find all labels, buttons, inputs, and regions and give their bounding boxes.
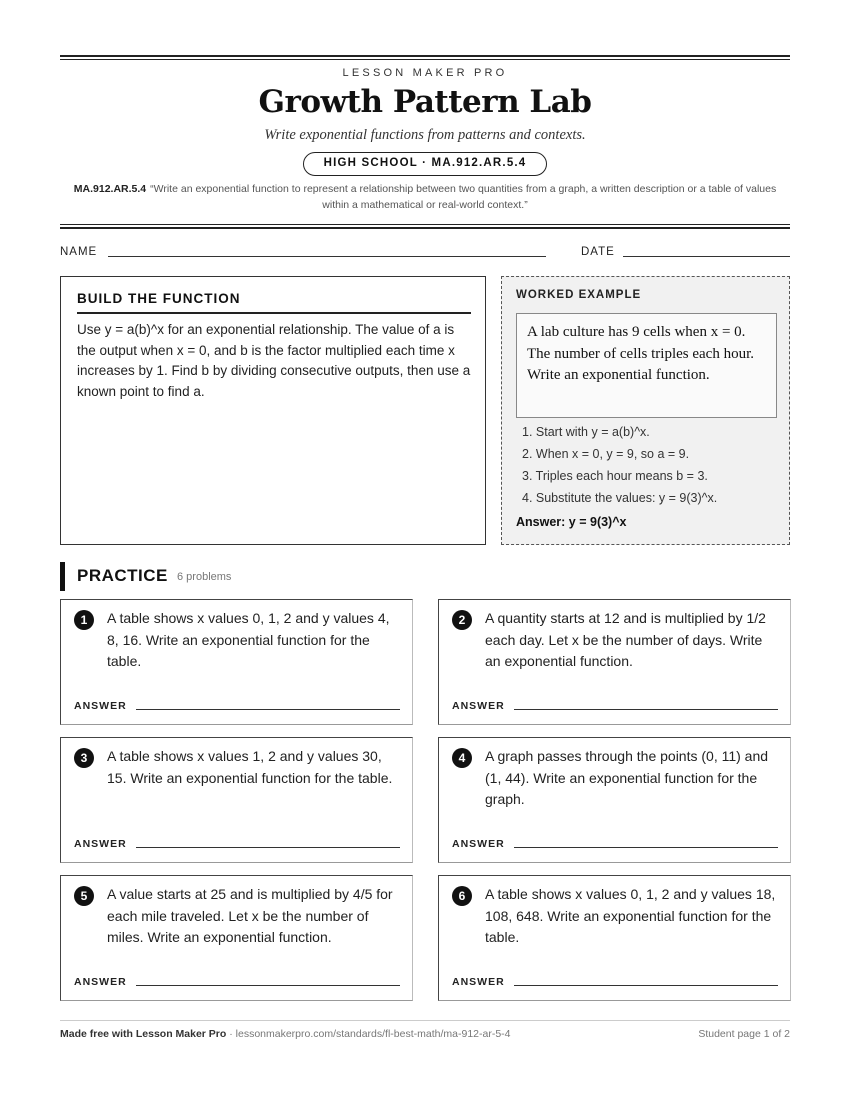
- answer-label: ANSWER: [452, 976, 505, 988]
- footer-made-with: Made free with Lesson Maker Pro: [60, 1028, 227, 1040]
- problem-number: 6: [452, 886, 472, 906]
- problem-card: [438, 737, 791, 863]
- name-label: NAME: [60, 246, 98, 258]
- page-title: Growth Pattern Lab: [258, 84, 592, 120]
- problem-card: [60, 875, 413, 1001]
- footer-page-number: Student page 1 of 2: [698, 1028, 790, 1040]
- worked-step: 1. Start with y = a(b)^x.: [522, 425, 650, 439]
- worked-heading: WORKED EXAMPLE: [516, 289, 642, 301]
- footer-url[interactable]: · lessonmakerpro.com/standards/fl-best-math/ma-912-ar-5-4: [226, 1028, 511, 1040]
- problem-number: 5: [74, 886, 94, 906]
- page-subtitle: Write exponential functions from patterns and contexts.: [264, 127, 586, 143]
- header-bottom-rule-thin: [60, 224, 790, 225]
- build-the-function-panel: [60, 276, 486, 545]
- date-field[interactable]: [623, 256, 790, 257]
- worksheet-page: [60, 0, 790, 1100]
- worked-problem: A lab culture has 9 cells when x = 0. The number of cells triples each hour. Write an exponential function.: [516, 313, 777, 418]
- problem-card: [60, 737, 413, 863]
- answer-label: ANSWER: [74, 976, 127, 988]
- problem-card: [438, 599, 791, 725]
- problem-text: A table shows x values 0, 1, 2 and y values 4, 8, 16. Write an exponential function for the table.: [107, 610, 390, 669]
- answer-label: ANSWER: [74, 700, 127, 712]
- build-text: Use y = a(b)^x for an exponential relationship. The value of a is the output when x = 0, and b is the factor multiplied each time x increases by 1. Find b by dividing consecutive outputs, then use a known point to find a.: [77, 322, 471, 399]
- problem-card: [60, 599, 413, 725]
- problem-text: A table shows x values 0, 1, 2 and y values 18, 108, 648. Write an exponential function for the table.: [485, 886, 776, 945]
- standard-description: [60, 181, 790, 213]
- build-heading: BUILD THE FUNCTION: [77, 291, 471, 314]
- answer-label: ANSWER: [452, 700, 505, 712]
- name-field[interactable]: [108, 256, 546, 257]
- standard-text: “Write an exponential function to represent a relationship between two quantities from a graph, a written description or a table of values within a mathematical or real-world context.”: [150, 183, 777, 211]
- problem-number: 2: [452, 610, 472, 630]
- header-bottom-rule: [60, 227, 790, 229]
- practice-count: 6 problems: [177, 571, 232, 583]
- problem-number: 3: [74, 748, 94, 768]
- answer-field[interactable]: [136, 847, 400, 848]
- worked-step: 3. Triples each hour means b = 3.: [522, 469, 708, 483]
- problem-text: A table shows x values 1, 2 and y values 30, 15. Write an exponential function for the table.: [107, 748, 393, 786]
- date-label: DATE: [581, 246, 615, 258]
- footer-credit: [60, 1028, 511, 1040]
- answer-field[interactable]: [136, 985, 400, 986]
- footer-rule: [60, 1020, 790, 1021]
- worked-example-panel: [501, 276, 790, 545]
- top-rule-thin: [60, 59, 790, 60]
- brand-name: LESSON MAKER PRO: [342, 67, 508, 79]
- problem-text: A graph passes through the points (0, 11) and (1, 44). Write an exponential function for the graph.: [485, 748, 769, 807]
- grade-standard-badge: HIGH SCHOOL · MA.912.AR.5.4: [303, 152, 547, 176]
- problem-card: [438, 875, 791, 1001]
- answer-field[interactable]: [514, 985, 778, 986]
- answer-label: ANSWER: [452, 838, 505, 850]
- worked-step: 2. When x = 0, y = 9, so a = 9.: [522, 447, 690, 461]
- problem-text: A quantity starts at 12 and is multiplied by 1/2 each day. Let x be the number of days. Write an exponential function.: [485, 610, 766, 669]
- practice-accent-bar: [60, 562, 65, 591]
- answer-field[interactable]: [514, 847, 778, 848]
- problem-number: 4: [452, 748, 472, 768]
- answer-field[interactable]: [136, 709, 400, 710]
- answer-label: ANSWER: [74, 838, 127, 850]
- top-rule: [60, 55, 790, 57]
- practice-heading: PRACTICE: [77, 566, 168, 585]
- problem-text: A value starts at 25 and is multiplied by 4/5 for each mile traveled. Let x be the number of miles. Write an exponential function.: [107, 886, 393, 945]
- worked-answer: Answer: y = 9(3)^x: [516, 515, 627, 529]
- worked-step: 4. Substitute the values: y = 9(3)^x.: [522, 491, 718, 505]
- answer-field[interactable]: [514, 709, 778, 710]
- problem-number: 1: [74, 610, 94, 630]
- worked-steps: [522, 423, 717, 511]
- standard-code: MA.912.AR.5.4: [73, 183, 147, 195]
